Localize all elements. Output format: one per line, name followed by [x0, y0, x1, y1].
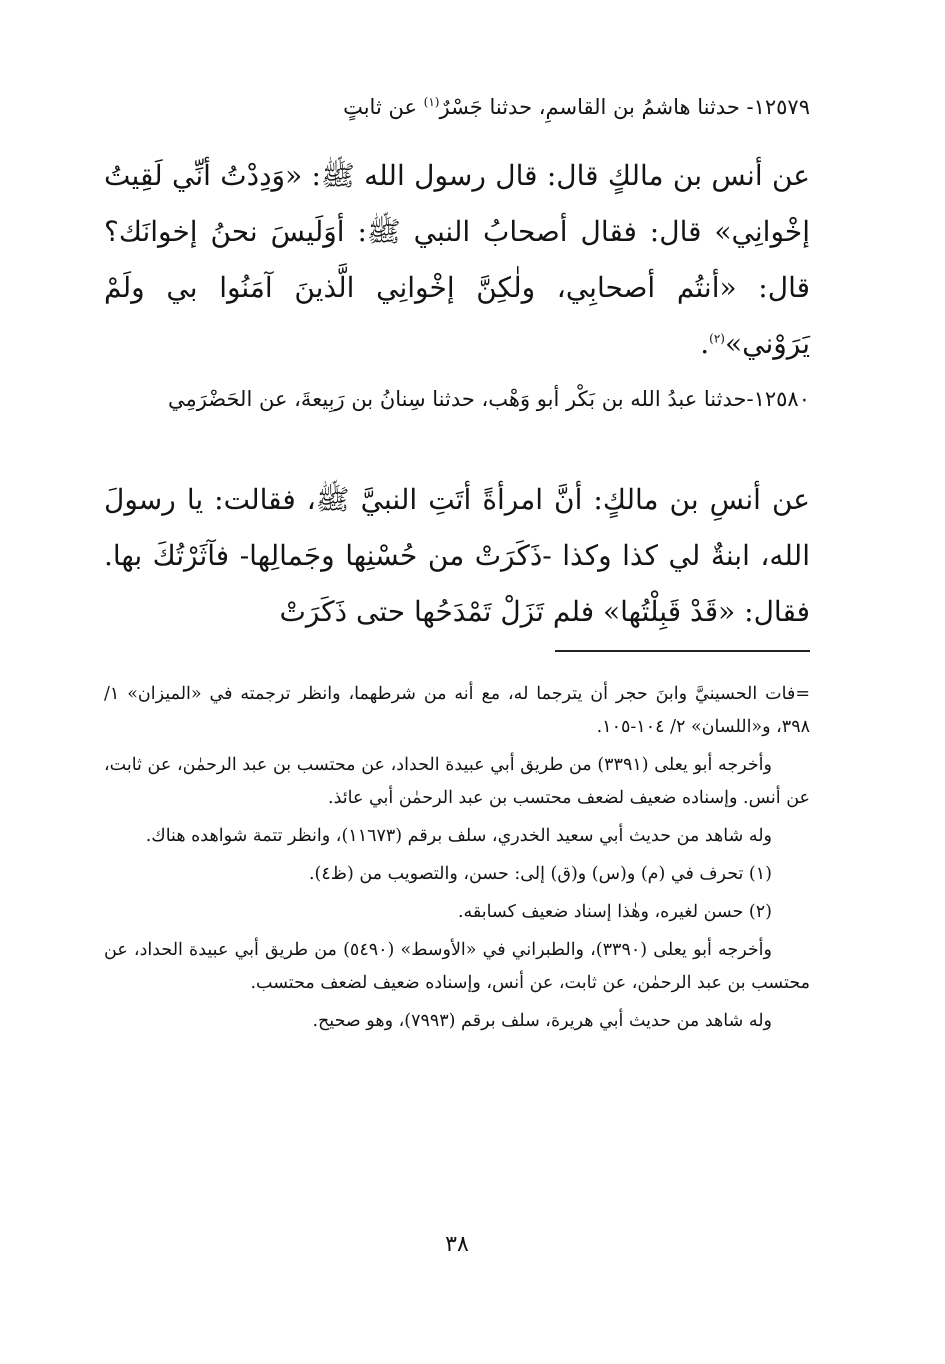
footnote-paragraph: وأخرجه أبو يعلى (٣٣٩٠)، والطبراني في «الأوسط» (٥٤٩٠) من طريق أبي عبيدة الحداد، عن محتسب بن عبد الرحمٰن، عن ثابت، عن أنس، وإسناده ضعيف لضعف محتسب. — [104, 940, 810, 993]
footnote-1: (١) تحرف في (م) و(س) و(ق) إلى: حسن، والتصويب من (ظ٤). — [308, 864, 772, 884]
footnote-continuation: =فات الحسينيَّ وابنَ حجر أن يترجما له، مع أنه من شرطهما، وانظر ترجمته في «الميزان» ١/ ٣٩٨، و«اللسان» ٢/ ١٠٤-١٠٥. — [104, 684, 810, 737]
footnote-separator — [555, 650, 810, 652]
hadith-12579-matn-end: . — [700, 327, 710, 360]
footnote-2: (٢) حسن لغيره، وهٰذا إسناد ضعيف كسابقه. — [457, 902, 772, 922]
hadith-12580-matn: عن أنسِ بن مالكٍ: أنَّ امرأةً أتَتِ النبيَّ ﷺ، فقالت: يا رسولَ الله، ابنةٌ لي كذا وكذا -ذَكَرَتْ من حُسْنِها وجَمالِها- فآثَرْتُكَ بها. فقال: «قَدْ قَبِلْتُها» فلم تَزَلْ تَمْدَحُها حتى ذَكَرَتْ — [104, 483, 810, 628]
hadith-12579-isnad-end: عن ثابتٍ — [343, 95, 424, 119]
hadith-12579-isnad — [104, 88, 810, 126]
footnote-ref-1: (١) — [423, 95, 440, 109]
footnote-paragraph: وأخرجه أبو يعلى (٣٣٩١) من طريق أبي عبيدة الحداد، عن محتسب بن عبد الرحمٰن، عن ثابت، عن أنس. وإسناده ضعيف لضعف محتسب بن عبد الرحمٰن أبي عائذ. — [104, 755, 810, 808]
footnote-paragraph: وله شاهد من حديث أبي هريرة، سلف برقم (٧٩٩٣)، وهو صحيح. — [312, 1011, 772, 1031]
footnotes-section — [104, 678, 810, 1043]
hadith-12580-isnad: ١٢٥٨٠-حدثنا عبدُ الله بن بَكْر أبو وَهْب، حدثنا سِنانُ بن رَبِيعةَ، عن الحَضْرَمِي — [167, 387, 810, 411]
footnote-ref-2: (٢) — [709, 331, 725, 346]
hadith-12579-isnad-text: ١٢٥٧٩- حدثنا هاشمُ بن القاسمِ، حدثنا جَسْرٌ — [439, 95, 810, 119]
hadith-12579-matn — [104, 148, 810, 372]
page-number: ٣٨ — [445, 1232, 469, 1257]
footnote-paragraph: وله شاهد من حديث أبي سعيد الخدري، سلف برقم (١١٦٧٣)، وانظر تتمة شواهده هناك. — [145, 826, 772, 846]
book-page — [104, 80, 810, 1270]
hadith-12579-matn-text: عن أنس بن مالكٍ قال: قال رسول الله ﷺ: «وَدِدْتُ أنِّي لَقِيتُ إخْوانِي» قال: فقال أصحابُ النبي ﷺ: أوَلَيسَ نحنُ إخوانَك؟ قال: «أنتُم أصحابِي، ولٰكِنَّ إخْوانِي الَّذينَ آمَنُوا بي ولَمْ يَرَوْني» — [104, 159, 810, 360]
